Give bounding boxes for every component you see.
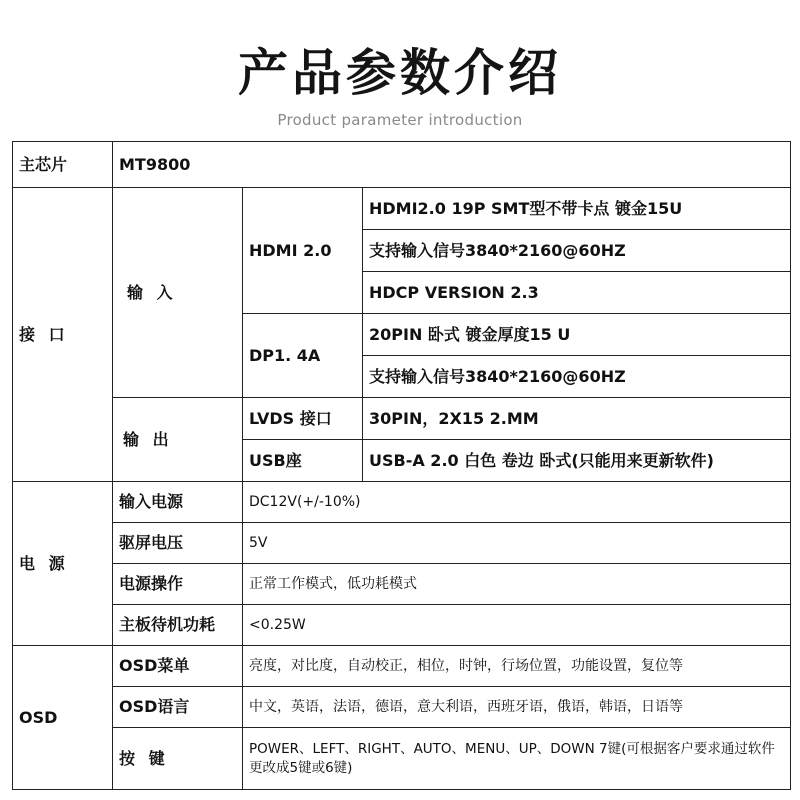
power-row-name: 电源操作 [113,564,243,605]
hdmi-spec-hdcp: HDCP VERSION 2.3 [363,272,791,314]
osd-row-name: OSD语言 [113,687,243,728]
usb-name: USB座 [243,440,363,482]
output-label: 输 出 [113,398,243,482]
power-row-name: 驱屏电压 [113,523,243,564]
dp-spec-signal: 支持输入信号3840*2160@60HZ [363,356,791,398]
spec-table [12,141,791,790]
lvds-spec: 30PIN，2X15 2.MM [363,398,791,440]
power-row-name: 输入电源 [113,482,243,523]
power-row-name: 主板待机功耗 [113,605,243,646]
table-row [13,398,791,440]
power-label: 电 源 [13,482,113,646]
osd-row-name: OSD菜单 [113,646,243,687]
page-title: 产品参数介绍 [238,44,562,102]
osd-label: OSD [13,646,113,790]
chip-value: MT9800 [113,142,791,188]
power-row-value: DC12V(+/-10%) [243,482,791,523]
table-row [13,728,791,790]
power-row-value: 5V [243,523,791,564]
table-row [13,523,791,564]
osd-row-value: 亮度，对比度，自动校正，相位，时钟，行场位置，功能设置，复位等 [243,646,791,687]
osd-row-value: 中文，英语，法语，德语，意大利语，西班牙语，俄语，韩语，日语等 [243,687,791,728]
hdmi-spec-signal: 支持输入信号3840*2160@60HZ [363,230,791,272]
page-subtitle: Product parameter introduction [277,111,523,129]
table-row [13,188,791,230]
table-row [13,564,791,605]
table-row [13,482,791,523]
chip-label: 主芯片 [13,142,113,188]
dp-name: DP1. 4A [243,314,363,398]
hdmi-name: HDMI 2.0 [243,188,363,314]
interface-label: 接 口 [13,188,113,482]
input-label: 输 入 [113,188,243,398]
table-row [13,687,791,728]
table-row [13,142,791,188]
dp-spec-connector: 20PIN 卧式 镀金厚度15 U [363,314,791,356]
table-row [13,605,791,646]
power-row-value: 正常工作模式，低功耗模式 [243,564,791,605]
osd-row-value: POWER、LEFT、RIGHT、AUTO、MENU、UP、DOWN 7键(可根据客户要求通过软件更改成5键或6键) [243,728,791,790]
usb-spec: USB-A 2.0 白色 卷边 卧式(只能用来更新软件) [363,440,791,482]
lvds-name: LVDS 接口 [243,398,363,440]
hdmi-spec-connector: HDMI2.0 19P SMT型不带卡点 镀金15U [363,188,791,230]
osd-row-name: 按 键 [113,728,243,790]
power-row-value: <0.25W [243,605,791,646]
table-row [13,646,791,687]
